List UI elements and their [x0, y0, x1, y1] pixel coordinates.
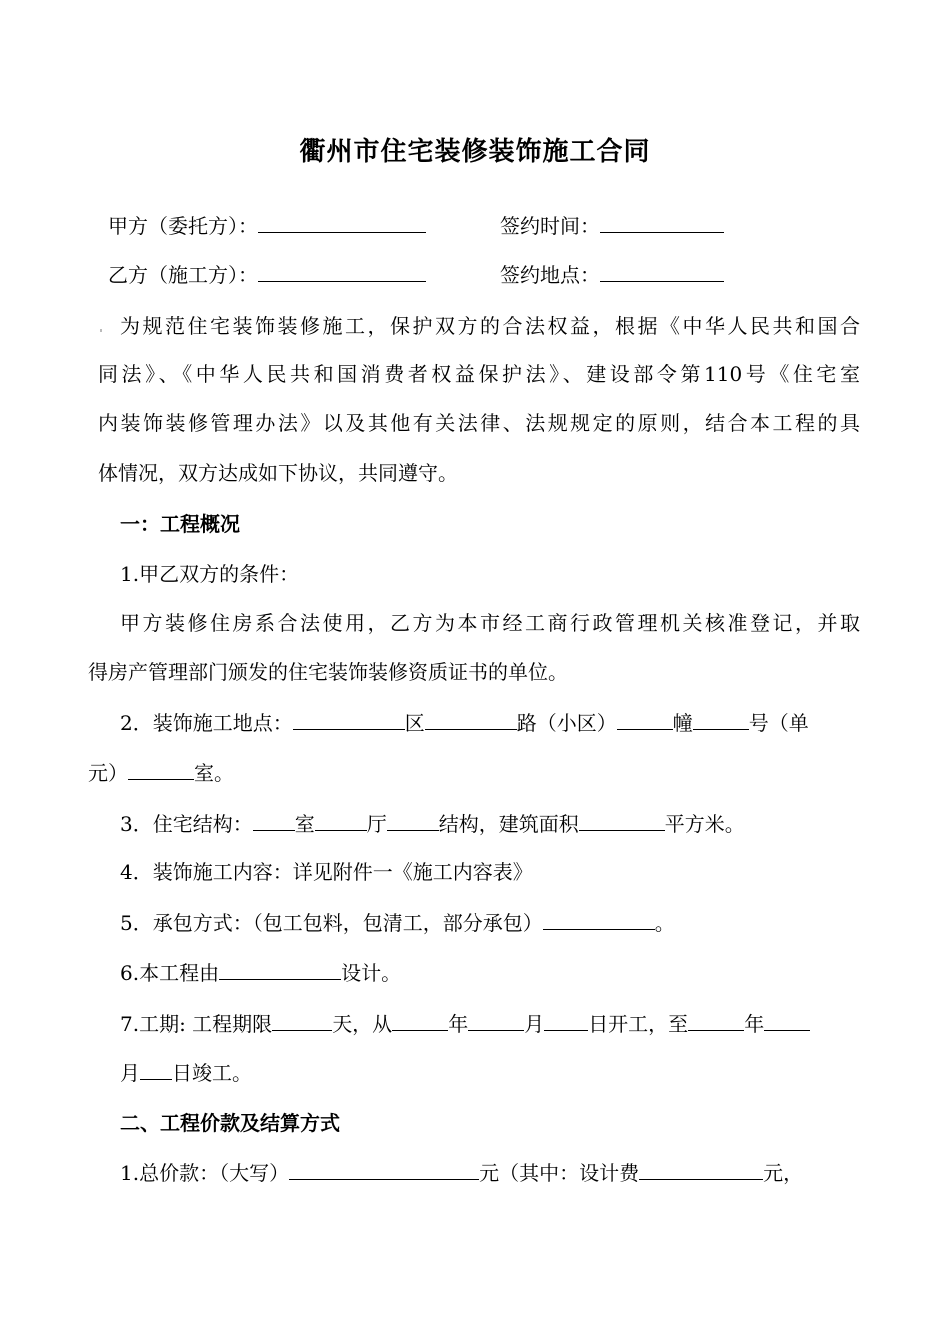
district-blank[interactable]	[293, 707, 405, 730]
start-year-blank[interactable]	[392, 1008, 448, 1031]
sign-time-blank[interactable]	[600, 210, 724, 233]
start-month-label: 月	[524, 1012, 545, 1036]
start-year-label: 年	[448, 1012, 469, 1036]
end-day-label: 日竣工。	[172, 1061, 252, 1085]
road-label: 路（小区）	[516, 711, 617, 735]
item-3-prefix: 3．住宅结构：	[120, 812, 253, 836]
sign-time-label: 签约时间：	[500, 214, 600, 238]
item-3-row	[120, 808, 745, 839]
room-count-label: 室	[294, 812, 315, 836]
room-blank[interactable]	[128, 757, 194, 780]
hall-count-blank[interactable]	[315, 808, 367, 831]
item-6-prefix: 6.本工程由	[120, 961, 220, 985]
structure-label: 结构，建筑面积	[438, 812, 579, 836]
preamble-line-4: 体情况，双方达成如下协议，共同遵守。	[98, 461, 458, 485]
section-2-item-1-row	[120, 1157, 803, 1188]
page-title: 衢州市住宅装修装饰施工合同	[299, 137, 651, 167]
area-blank[interactable]	[579, 808, 665, 831]
days-label: 天，从	[332, 1012, 393, 1036]
end-month-label: 月	[120, 1061, 140, 1085]
building-blank[interactable]	[617, 707, 673, 730]
item-2-row	[120, 707, 809, 738]
item-5-row	[120, 907, 675, 938]
room-count-blank[interactable]	[253, 808, 295, 831]
party-a-row	[108, 210, 426, 241]
party-a-label: 甲方（委托方）：	[108, 214, 258, 238]
item-5-prefix: 5．承包方式：（包工包料，包清工，部分承包）	[120, 911, 543, 935]
end-year-label: 年	[744, 1012, 765, 1036]
days-blank[interactable]	[272, 1008, 332, 1031]
item-1-text-line-2: 得房产管理部门颁发的住宅装饰装修资质证书的单位。	[88, 660, 568, 684]
section-2-heading: 二、工程价款及结算方式	[120, 1111, 340, 1135]
item-6-end: 设计。	[341, 961, 402, 985]
building-label: 幢	[672, 711, 693, 735]
structure-blank[interactable]	[387, 808, 439, 831]
end-year-blank[interactable]	[688, 1008, 744, 1031]
preamble-line-3: 内装饰装修管理办法》以及其他有关法律、法规规定的原则，结合本工程的具	[98, 411, 860, 435]
item-4: 4．装饰施工内容：详见附件一《施工内容表》	[120, 860, 533, 884]
sign-time-row	[500, 210, 724, 241]
design-fee-blank[interactable]	[639, 1157, 763, 1180]
number-label: 号（单	[748, 711, 809, 735]
item-7-row	[120, 1008, 810, 1039]
party-b-row	[108, 259, 426, 290]
start-day-label: 日开工，至	[588, 1012, 689, 1036]
number-blank[interactable]	[693, 707, 749, 730]
party-a-blank[interactable]	[258, 210, 426, 233]
total-price-blank[interactable]	[289, 1157, 479, 1180]
total-price-prefix: 1.总价款：（大写）	[120, 1161, 290, 1185]
unit-label: 元）	[88, 761, 128, 785]
contract-mode-blank[interactable]	[543, 907, 655, 930]
item-6-row	[120, 957, 401, 988]
total-price-yuan: 元（其中：设计费	[479, 1161, 640, 1185]
preamble-line-2: 同法》、《中华人民共和国消费者权益保护法》、建设部令第110号《住宅室	[98, 362, 860, 386]
item-2-prefix: 2．装饰施工地点：	[120, 711, 293, 735]
sign-place-label: 签约地点：	[500, 263, 600, 287]
room-label: 室。	[194, 761, 234, 785]
hall-count-label: 厅	[366, 812, 387, 836]
item-1-text-line-1: 甲方装修住房系合法使用，乙方为本市经工商行政管理机关核准登记，并取	[120, 611, 860, 635]
start-day-blank[interactable]	[544, 1008, 588, 1031]
item-7-row-2	[120, 1057, 252, 1088]
item-7-prefix: 7.工期: 工程期限	[120, 1012, 273, 1036]
section-1-heading: 一：工程概况	[120, 512, 240, 536]
road-blank[interactable]	[425, 707, 517, 730]
designer-blank[interactable]	[219, 957, 341, 980]
party-b-blank[interactable]	[258, 259, 426, 282]
item-2-row-2	[88, 757, 234, 788]
district-label: 区	[404, 711, 425, 735]
party-b-label: 乙方（施工方）：	[108, 263, 258, 287]
sign-place-row	[500, 259, 724, 290]
sign-place-blank[interactable]	[600, 259, 724, 282]
end-month-blank[interactable]	[764, 1008, 810, 1031]
item-5-end: 。	[654, 911, 675, 935]
design-fee-end: 元，	[763, 1161, 804, 1185]
end-day-blank[interactable]	[140, 1057, 172, 1080]
preamble-line-1: 为规范住宅装饰装修施工，保护双方的合法权益，根据《中华人民共和国合	[120, 314, 860, 338]
item-1-label: 1.甲乙双方的条件：	[120, 562, 300, 586]
start-month-blank[interactable]	[468, 1008, 524, 1031]
paragraph-mark	[100, 329, 102, 332]
area-unit-label: 平方米。	[664, 812, 745, 836]
